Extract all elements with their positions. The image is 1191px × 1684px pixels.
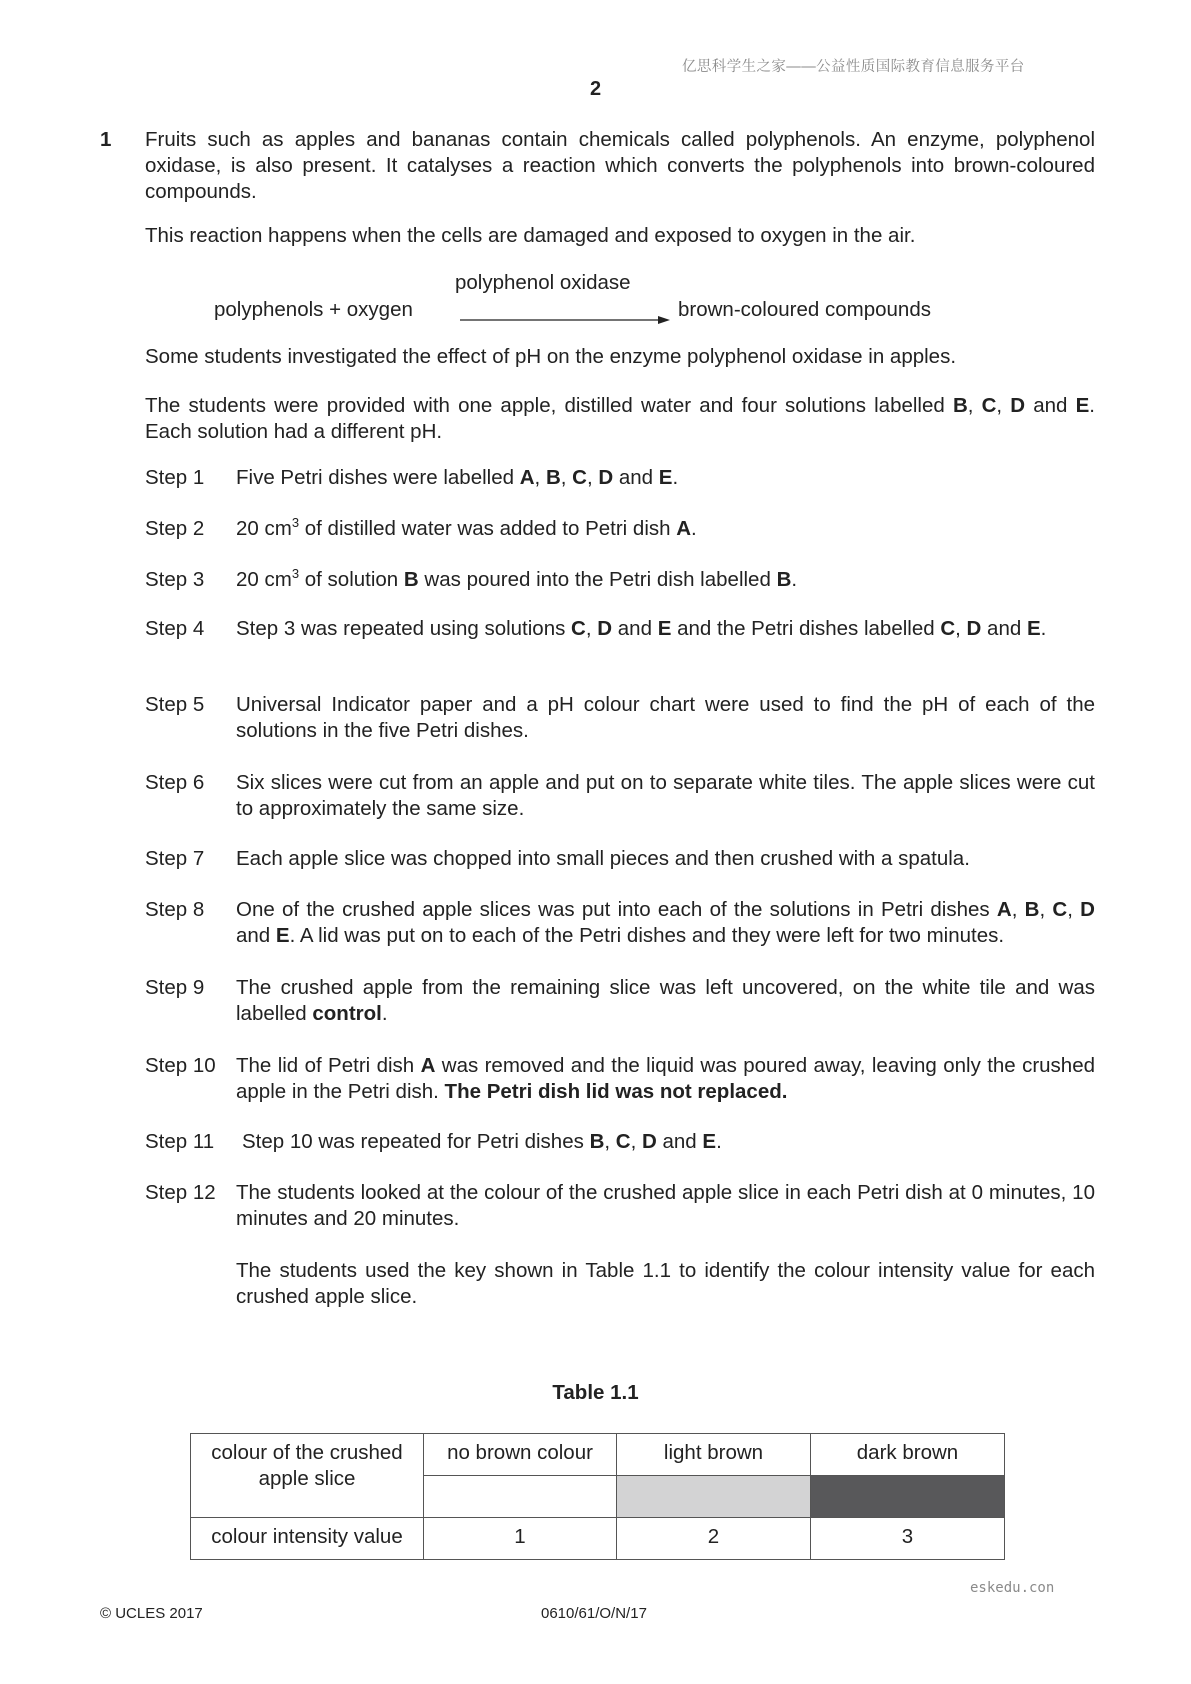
row-header-colour: colour of the crushed apple slice xyxy=(191,1434,424,1518)
step-text: Five Petri dishes were labelled A, B, C, D and E. xyxy=(236,466,679,489)
intro-paragraph-2: This reaction happens when the cells are damaged and exposed to oxygen in the air. xyxy=(145,224,916,247)
intensity-value-3: 3 xyxy=(811,1518,1005,1560)
table-row xyxy=(191,1518,1005,1560)
step-text: Step 10 was repeated for Petri dishes B, C, D and E. xyxy=(242,1130,722,1153)
footer-copyright: © UCLES 2017 xyxy=(100,1605,203,1622)
step-label: Step 1 xyxy=(145,466,205,489)
table-title: Table 1.1 xyxy=(552,1381,639,1404)
footer-exam-code: 0610/61/O/N/17 xyxy=(541,1605,647,1622)
step-label: Step 10 xyxy=(145,1054,216,1077)
step-label: Step 9 xyxy=(145,976,205,999)
step-text: Six slices were cut from an apple and put on to separate white tiles. The apple slices were cut to approximately the same size. xyxy=(236,771,1095,820)
intro-paragraph-3: Some students investigated the effect of pH on the enzyme polyphenol oxidase in apples. xyxy=(145,345,957,368)
equation-reactants: polyphenols + oxygen xyxy=(214,298,413,321)
step-label: Step 7 xyxy=(145,847,205,870)
column-header-light-brown: light brown xyxy=(617,1434,811,1476)
table-row xyxy=(191,1434,1005,1476)
step-label: Step 2 xyxy=(145,517,205,540)
page-number: 2 xyxy=(589,78,602,100)
question-number: 1 xyxy=(100,128,112,151)
intro-paragraph-4: The students were provided with one apple, distilled water and four solutions labelled B, C, D and E. Each solution had a different pH. xyxy=(145,394,1095,443)
intro-paragraph-1: Fruits such as apples and bananas contain chemicals called polyphenols. An enzyme, polyphenol oxidase, is also present. It catalyses a reaction which converts the polyphenols into brown-coloured compounds. xyxy=(145,128,1095,203)
step-label: Step 6 xyxy=(145,771,205,794)
step-label: Step 8 xyxy=(145,898,205,921)
column-header-dark-brown: dark brown xyxy=(811,1434,1005,1476)
reaction-arrow-icon xyxy=(460,314,670,326)
step-text: The students looked at the colour of the crushed apple slice in each Petri dish at 0 minutes, 10 minutes and 20 minutes. xyxy=(236,1181,1095,1230)
equation-enzyme: polyphenol oxidase xyxy=(455,271,631,294)
step-label: Step 4 xyxy=(145,617,205,640)
step-text: Universal Indicator paper and a pH colour chart were used to find the pH of each of the solutions in the five Petri dishes. xyxy=(236,693,1095,742)
row-header-intensity: colour intensity value xyxy=(191,1518,424,1560)
header-watermark: 亿思科学生之家——公益性质国际教育信息服务平台 xyxy=(682,59,1025,75)
step-label: Step 3 xyxy=(145,568,205,591)
step-text: The crushed apple from the remaining slice was left uncovered, on the white tile and was labelled control. xyxy=(236,976,1095,1025)
column-header-no-brown: no brown colour xyxy=(424,1434,617,1476)
colour-key-table xyxy=(190,1433,1005,1560)
step-text: The lid of Petri dish A was removed and the liquid was poured away, leaving only the crushed apple in the Petri dish. The Petri dish lid was not replaced. xyxy=(236,1054,1095,1103)
swatch-light-brown xyxy=(617,1476,811,1518)
step-label: Step 11 xyxy=(145,1130,215,1153)
step-label: Step 12 xyxy=(145,1181,216,1204)
step-text: One of the crushed apple slices was put into each of the solutions in Petri dishes A, B, C, D and E. A lid was put on to each of the Petri dishes and they were left for two minutes. xyxy=(236,898,1095,947)
swatch-no-brown xyxy=(424,1476,617,1518)
step-text: Each apple slice was chopped into small pieces and then crushed with a spatula. xyxy=(236,847,970,870)
equation-products: brown-coloured compounds xyxy=(678,298,931,321)
intensity-value-1: 1 xyxy=(424,1518,617,1560)
footer-watermark: eskedu.con xyxy=(970,1580,1055,1596)
step-text-continued: The students used the key shown in Table 1.1 to identify the colour intensity value for each crushed apple slice. xyxy=(236,1259,1095,1308)
step-label: Step 5 xyxy=(145,693,205,716)
swatch-dark-brown xyxy=(811,1476,1005,1518)
step-text: Step 3 was repeated using solutions C, D and E and the Petri dishes labelled C, D and E. xyxy=(236,617,1047,640)
intensity-value-2: 2 xyxy=(617,1518,811,1560)
step-text: 20 $cm^3$ of solution B was poured into the Petri dish labelled B. xyxy=(236,566,798,591)
step-text: 20 $cm^3$ of distilled water was added to Petri dish A. xyxy=(236,515,697,540)
